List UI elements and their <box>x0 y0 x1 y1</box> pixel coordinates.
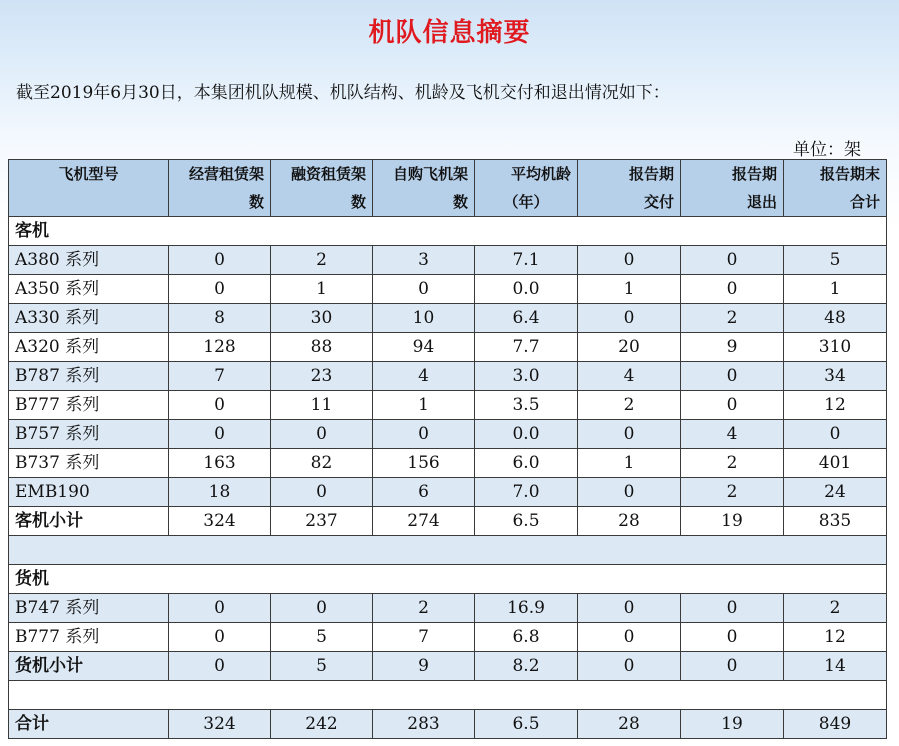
cell-model: A330 系列 <box>9 304 169 333</box>
table-header-row <box>9 160 887 217</box>
spacer-row <box>9 681 887 710</box>
cell-delivered: 0 <box>578 304 681 333</box>
cell-delivered: 0 <box>578 420 681 449</box>
cell-delivered: 28 <box>578 507 681 536</box>
fleet-table <box>8 159 887 739</box>
cell-total: 849 <box>784 710 887 739</box>
cell-retired: 19 <box>681 507 784 536</box>
cell-model: 合计 <box>9 710 169 739</box>
cell-delivered: 0 <box>578 623 681 652</box>
cell-finance-lease: 5 <box>271 623 373 652</box>
cell-average-age: 6.4 <box>475 304 578 333</box>
cell-retired: 0 <box>681 391 784 420</box>
cell-total: 2 <box>784 594 887 623</box>
cell-average-age: 0.0 <box>475 420 578 449</box>
table-row <box>9 333 887 362</box>
cell-average-age: 7.7 <box>475 333 578 362</box>
cell-owned: 0 <box>373 420 475 449</box>
cell-average-age: 7.1 <box>475 246 578 275</box>
cell-total: 401 <box>784 449 887 478</box>
cell-retired: 2 <box>681 478 784 507</box>
cell-retired: 2 <box>681 304 784 333</box>
cell-model: A380 系列 <box>9 246 169 275</box>
section-cargo <box>9 565 887 594</box>
cell-finance-lease: 5 <box>271 652 373 681</box>
cell-retired: 2 <box>681 449 784 478</box>
cell-finance-lease: 2 <box>271 246 373 275</box>
table-row <box>9 362 887 391</box>
cell-delivered: 0 <box>578 246 681 275</box>
header-total: 报告期末 合计 <box>784 160 887 217</box>
section-cargo-label: 货机 <box>9 565 887 594</box>
cell-finance-lease: 0 <box>271 478 373 507</box>
cell-retired: 0 <box>681 594 784 623</box>
unit-label: 单位：架 <box>793 140 861 160</box>
header-owned: 自购飞机架 数 <box>373 160 475 217</box>
cell-owned: 1 <box>373 391 475 420</box>
table-row <box>9 304 887 333</box>
cell-finance-lease: 88 <box>271 333 373 362</box>
cell-total: 310 <box>784 333 887 362</box>
cell-operating-lease: 0 <box>169 391 271 420</box>
cell-model: B747 系列 <box>9 594 169 623</box>
cell-operating-lease: 0 <box>169 275 271 304</box>
cell-total: 12 <box>784 391 887 420</box>
cell-model: A350 系列 <box>9 275 169 304</box>
cell-average-age: 8.2 <box>475 652 578 681</box>
cell-finance-lease: 237 <box>271 507 373 536</box>
header-delivered: 报告期 交付 <box>578 160 681 217</box>
cell-owned: 6 <box>373 478 475 507</box>
cell-average-age: 6.5 <box>475 710 578 739</box>
cell-finance-lease: 82 <box>271 449 373 478</box>
cell-total: 12 <box>784 623 887 652</box>
cell-operating-lease: 7 <box>169 362 271 391</box>
table-row <box>9 246 887 275</box>
cell-operating-lease: 8 <box>169 304 271 333</box>
cell-total: 1 <box>784 275 887 304</box>
cell-model: B737 系列 <box>9 449 169 478</box>
cell-average-age: 3.0 <box>475 362 578 391</box>
cell-owned: 3 <box>373 246 475 275</box>
cell-model: B777 系列 <box>9 623 169 652</box>
cell-model: 货机小计 <box>9 652 169 681</box>
cell-operating-lease: 0 <box>169 420 271 449</box>
table-row <box>9 594 887 623</box>
cell-model: B757 系列 <box>9 420 169 449</box>
header-model: 飞机型号 <box>9 160 169 217</box>
cell-retired: 0 <box>681 623 784 652</box>
cell-finance-lease: 0 <box>271 420 373 449</box>
cell-model: B777 系列 <box>9 391 169 420</box>
cell-operating-lease: 18 <box>169 478 271 507</box>
cell-delivered: 1 <box>578 275 681 304</box>
header-average-age: 平均机龄 （年） <box>475 160 578 217</box>
cell-retired: 0 <box>681 652 784 681</box>
spacer-row <box>9 536 887 565</box>
cell-owned: 0 <box>373 275 475 304</box>
cell-total: 5 <box>784 246 887 275</box>
cell-owned: 274 <box>373 507 475 536</box>
cell-model: A320 系列 <box>9 333 169 362</box>
cell-retired: 0 <box>681 246 784 275</box>
cell-owned: 94 <box>373 333 475 362</box>
cell-total: 48 <box>784 304 887 333</box>
cell-operating-lease: 0 <box>169 623 271 652</box>
cell-average-age: 6.0 <box>475 449 578 478</box>
table-row <box>9 391 887 420</box>
cell-delivered: 4 <box>578 362 681 391</box>
cell-delivered: 20 <box>578 333 681 362</box>
cell-model: B787 系列 <box>9 362 169 391</box>
cell-operating-lease: 324 <box>169 507 271 536</box>
page-title: 机队信息摘要 <box>368 18 531 48</box>
cell-owned: 4 <box>373 362 475 391</box>
table-row <box>9 420 887 449</box>
cell-average-age: 7.0 <box>475 478 578 507</box>
cell-average-age: 3.5 <box>475 391 578 420</box>
cell-total: 14 <box>784 652 887 681</box>
cell-total: 34 <box>784 362 887 391</box>
cell-retired: 0 <box>681 275 784 304</box>
cell-model: 客机小计 <box>9 507 169 536</box>
cell-average-age: 6.5 <box>475 507 578 536</box>
cell-owned: 9 <box>373 652 475 681</box>
cell-operating-lease: 0 <box>169 594 271 623</box>
grand-total-row <box>9 710 887 739</box>
table-row <box>9 478 887 507</box>
table-row <box>9 275 887 304</box>
header-operating-lease: 经营租赁架 数 <box>169 160 271 217</box>
cell-operating-lease: 0 <box>169 652 271 681</box>
cell-owned: 283 <box>373 710 475 739</box>
cell-owned: 10 <box>373 304 475 333</box>
cell-average-age: 0.0 <box>475 275 578 304</box>
header-finance-lease: 融资租赁架 数 <box>271 160 373 217</box>
cell-operating-lease: 0 <box>169 246 271 275</box>
cell-delivered: 0 <box>578 652 681 681</box>
cell-finance-lease: 0 <box>271 594 373 623</box>
cell-delivered: 0 <box>578 478 681 507</box>
cell-total: 0 <box>784 420 887 449</box>
cell-delivered: 28 <box>578 710 681 739</box>
cell-average-age: 16.9 <box>475 594 578 623</box>
cell-retired: 9 <box>681 333 784 362</box>
cell-operating-lease: 128 <box>169 333 271 362</box>
cell-finance-lease: 23 <box>271 362 373 391</box>
intro-text: 截至2019年6月30日，本集团机队规模、机队结构、机龄及飞机交付和退出情况如下： <box>16 83 670 103</box>
section-passenger <box>9 217 887 246</box>
cell-average-age: 6.8 <box>475 623 578 652</box>
cell-operating-lease: 163 <box>169 449 271 478</box>
table-row <box>9 623 887 652</box>
cell-retired: 4 <box>681 420 784 449</box>
cell-finance-lease: 30 <box>271 304 373 333</box>
cell-finance-lease: 1 <box>271 275 373 304</box>
cell-model: EMB190 <box>9 478 169 507</box>
cell-retired: 19 <box>681 710 784 739</box>
cargo-subtotal-row <box>9 652 887 681</box>
passenger-subtotal-row <box>9 507 887 536</box>
header-retired: 报告期 退出 <box>681 160 784 217</box>
cell-delivered: 1 <box>578 449 681 478</box>
cell-retired: 0 <box>681 362 784 391</box>
cell-operating-lease: 324 <box>169 710 271 739</box>
cell-delivered: 0 <box>578 594 681 623</box>
cell-delivered: 2 <box>578 391 681 420</box>
cell-finance-lease: 11 <box>271 391 373 420</box>
cell-owned: 7 <box>373 623 475 652</box>
cell-total: 835 <box>784 507 887 536</box>
cell-finance-lease: 242 <box>271 710 373 739</box>
cell-total: 24 <box>784 478 887 507</box>
table-row <box>9 449 887 478</box>
section-passenger-label: 客机 <box>9 217 887 246</box>
cell-owned: 156 <box>373 449 475 478</box>
cell-owned: 2 <box>373 594 475 623</box>
